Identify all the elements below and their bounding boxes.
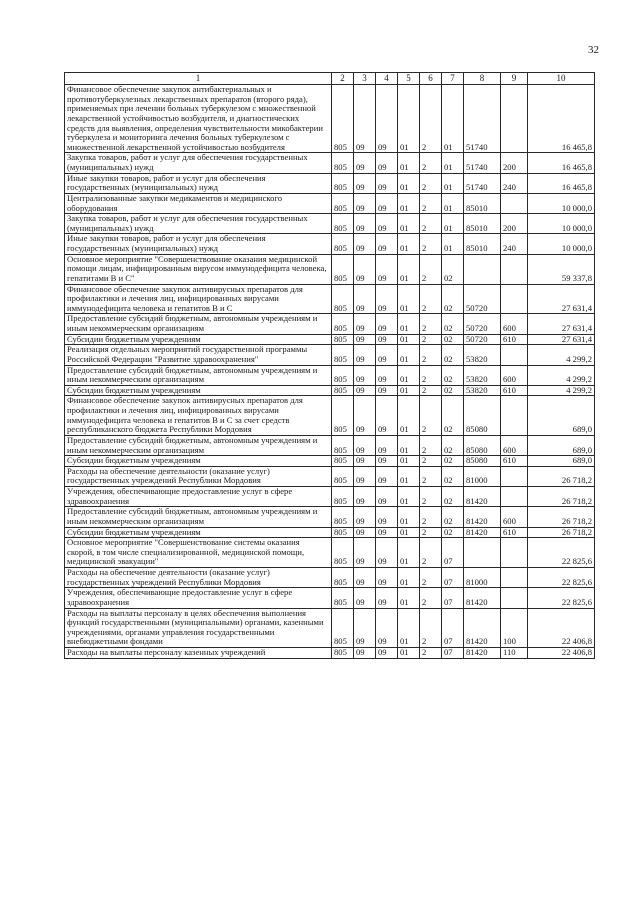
table-row (65, 254, 595, 284)
program-code-cell: 01 (398, 173, 420, 193)
activity-code-cell: 02 (442, 507, 464, 527)
table-row (65, 538, 595, 568)
program-code-cell: 01 (398, 254, 420, 284)
section-code-cell: 09 (354, 435, 376, 455)
table-body (65, 85, 595, 659)
subsection-code-cell: 09 (376, 435, 398, 455)
subprogram-code-cell: 2 (420, 173, 442, 193)
direction-code-cell: 50720 (464, 284, 501, 314)
activity-code-cell: 01 (442, 193, 464, 213)
program-code-cell: 01 (398, 365, 420, 385)
section-code-cell: 09 (354, 608, 376, 648)
program-code-cell: 01 (398, 507, 420, 527)
section-code-cell: 09 (354, 568, 376, 588)
direction-code-cell: 85010 (464, 234, 501, 254)
row-name-cell: Закупка товаров, работ и услуг для обеспечения государственных (муниципальных) нужд (65, 153, 332, 173)
program-code-cell: 01 (398, 284, 420, 314)
subprogram-code-cell: 2 (420, 234, 442, 254)
subprogram-code-cell: 2 (420, 466, 442, 486)
column-header: 5 (398, 73, 420, 85)
ministry-code-cell: 805 (332, 456, 354, 467)
subprogram-code-cell: 2 (420, 396, 442, 436)
program-code-cell: 01 (398, 314, 420, 334)
section-code-cell: 09 (354, 507, 376, 527)
expense-type-cell (501, 193, 528, 213)
expense-type-cell: 610 (501, 527, 528, 538)
subprogram-code-cell: 2 (420, 85, 442, 153)
direction-code-cell: 85010 (464, 193, 501, 213)
table-row (65, 527, 595, 538)
subsection-code-cell: 09 (376, 153, 398, 173)
row-name-cell: Закупка товаров, работ и услуг для обеспечения государственных (муниципальных) нужд (65, 214, 332, 234)
ministry-code-cell: 805 (332, 538, 354, 568)
table-row (65, 487, 595, 507)
program-code-cell: 01 (398, 588, 420, 608)
program-code-cell: 01 (398, 608, 420, 648)
program-code-cell: 01 (398, 435, 420, 455)
subsection-code-cell: 09 (376, 527, 398, 538)
subsection-code-cell: 09 (376, 214, 398, 234)
row-name-cell: Учреждения, обеспечивающие предоставление услуг в сфере здравоохранения (65, 588, 332, 608)
section-code-cell: 09 (354, 153, 376, 173)
direction-code-cell: 53820 (464, 365, 501, 385)
expense-type-cell (501, 284, 528, 314)
row-name-cell: Субсидии бюджетным учреждениям (65, 334, 332, 345)
program-code-cell: 01 (398, 85, 420, 153)
amount-cell: 689,0 (528, 456, 595, 467)
subprogram-code-cell: 2 (420, 507, 442, 527)
subsection-code-cell: 09 (376, 538, 398, 568)
activity-code-cell: 02 (442, 527, 464, 538)
activity-code-cell: 02 (442, 284, 464, 314)
expense-type-cell: 100 (501, 608, 528, 648)
expense-type-cell (501, 538, 528, 568)
table-row (65, 334, 595, 345)
subsection-code-cell: 09 (376, 314, 398, 334)
section-code-cell: 09 (354, 456, 376, 467)
column-header: 4 (376, 73, 398, 85)
amount-cell: 27 631,4 (528, 314, 595, 334)
activity-code-cell: 02 (442, 396, 464, 436)
expense-type-cell (501, 568, 528, 588)
row-name-cell: Учреждения, обеспечивающие предоставление услуг в сфере здравоохранения (65, 487, 332, 507)
table-row (65, 588, 595, 608)
row-name-cell: Финансовое обеспечение закупок антибактериальных и противотуберкулезных лекарственных препаратов (второго ряда), применяемых при лечении больных туберкулезом с множественной лекарственной устойчивостью возбудителя, и диагностических средств для выявления, определения чувствительности микобактерии туберкулеза и мониторинга лечения больных туберкулезом с множественной лекарственной устойчивостью возбудителя (65, 85, 332, 153)
table-row (65, 173, 595, 193)
column-header: 1 (65, 73, 332, 85)
subprogram-code-cell: 2 (420, 435, 442, 455)
section-code-cell: 09 (354, 588, 376, 608)
direction-code-cell: 81420 (464, 608, 501, 648)
table-row (65, 345, 595, 365)
subsection-code-cell: 09 (376, 284, 398, 314)
direction-code-cell: 50720 (464, 314, 501, 334)
subsection-code-cell: 09 (376, 507, 398, 527)
ministry-code-cell: 805 (332, 507, 354, 527)
subprogram-code-cell: 2 (420, 588, 442, 608)
direction-code-cell (464, 254, 501, 284)
ministry-code-cell: 805 (332, 193, 354, 213)
activity-code-cell: 01 (442, 85, 464, 153)
row-name-cell: Расходы на обеспечение деятельности (оказание услуг) государственных учреждений Республики Мордовия (65, 568, 332, 588)
expense-type-cell (501, 254, 528, 284)
activity-code-cell: 02 (442, 254, 464, 284)
section-code-cell: 09 (354, 527, 376, 538)
amount-cell: 689,0 (528, 396, 595, 436)
program-code-cell: 01 (398, 385, 420, 396)
row-name-cell: Расходы на выплаты персоналу казенных учреждений (65, 648, 332, 659)
section-code-cell: 09 (354, 254, 376, 284)
ministry-code-cell: 805 (332, 435, 354, 455)
activity-code-cell: 01 (442, 234, 464, 254)
program-code-cell: 01 (398, 234, 420, 254)
subsection-code-cell: 09 (376, 234, 398, 254)
ministry-code-cell: 805 (332, 284, 354, 314)
column-header: 7 (442, 73, 464, 85)
row-name-cell: Централизованные закупки медикаментов и медицинского оборудования (65, 193, 332, 213)
direction-code-cell: 51740 (464, 153, 501, 173)
subsection-code-cell: 09 (376, 193, 398, 213)
column-header: 10 (528, 73, 595, 85)
amount-cell: 10 000,0 (528, 193, 595, 213)
table-row (65, 568, 595, 588)
direction-code-cell: 81420 (464, 588, 501, 608)
direction-code-cell: 81420 (464, 648, 501, 659)
subprogram-code-cell: 2 (420, 334, 442, 345)
expense-type-cell (501, 345, 528, 365)
subprogram-code-cell: 2 (420, 314, 442, 334)
subsection-code-cell: 09 (376, 456, 398, 467)
activity-code-cell: 01 (442, 173, 464, 193)
column-header: 8 (464, 73, 501, 85)
section-code-cell: 09 (354, 173, 376, 193)
subprogram-code-cell: 2 (420, 254, 442, 284)
ministry-code-cell: 805 (332, 466, 354, 486)
subsection-code-cell: 09 (376, 173, 398, 193)
activity-code-cell: 02 (442, 345, 464, 365)
table-row (65, 214, 595, 234)
expense-type-cell: 610 (501, 456, 528, 467)
ministry-code-cell: 805 (332, 173, 354, 193)
activity-code-cell: 07 (442, 608, 464, 648)
amount-cell: 22 825,6 (528, 588, 595, 608)
amount-cell: 27 631,4 (528, 284, 595, 314)
direction-code-cell: 50720 (464, 334, 501, 345)
row-name-cell: Субсидии бюджетным учреждениям (65, 385, 332, 396)
ministry-code-cell: 805 (332, 85, 354, 153)
ministry-code-cell: 805 (332, 588, 354, 608)
row-name-cell: Реализация отдельных мероприятий государственной программы Российской Федерации "Развитие здравоохранения" (65, 345, 332, 365)
amount-cell: 26 718,2 (528, 466, 595, 486)
amount-cell: 16 465,8 (528, 173, 595, 193)
expense-type-cell: 240 (501, 234, 528, 254)
subprogram-code-cell: 2 (420, 456, 442, 467)
section-code-cell: 09 (354, 365, 376, 385)
expense-type-cell (501, 588, 528, 608)
row-name-cell: Субсидии бюджетным учреждениям (65, 456, 332, 467)
subprogram-code-cell: 2 (420, 527, 442, 538)
program-code-cell: 01 (398, 527, 420, 538)
direction-code-cell: 81000 (464, 568, 501, 588)
row-name-cell: Расходы на обеспечение деятельности (оказание услуг) государственных учреждений Республики Мордовия (65, 466, 332, 486)
subsection-code-cell: 09 (376, 608, 398, 648)
subprogram-code-cell: 2 (420, 365, 442, 385)
direction-code-cell: 51740 (464, 173, 501, 193)
direction-code-cell: 81000 (464, 466, 501, 486)
ministry-code-cell: 805 (332, 487, 354, 507)
ministry-code-cell: 805 (332, 345, 354, 365)
activity-code-cell: 07 (442, 588, 464, 608)
subprogram-code-cell: 2 (420, 538, 442, 568)
header-row (65, 73, 595, 85)
program-code-cell: 01 (398, 153, 420, 173)
table-row (65, 507, 595, 527)
activity-code-cell: 02 (442, 334, 464, 345)
column-header: 6 (420, 73, 442, 85)
expense-type-cell (501, 466, 528, 486)
program-code-cell: 01 (398, 214, 420, 234)
activity-code-cell: 07 (442, 648, 464, 659)
expense-type-cell: 600 (501, 435, 528, 455)
subsection-code-cell: 09 (376, 487, 398, 507)
page-number: 32 (588, 44, 599, 56)
section-code-cell: 09 (354, 385, 376, 396)
direction-code-cell: 85010 (464, 214, 501, 234)
expense-type-cell: 610 (501, 334, 528, 345)
row-name-cell: Предоставление субсидий бюджетным, автономным учреждениям и иным некоммерческим организациям (65, 507, 332, 527)
direction-code-cell: 85080 (464, 456, 501, 467)
section-code-cell: 09 (354, 314, 376, 334)
direction-code-cell (464, 538, 501, 568)
amount-cell: 4 299,2 (528, 365, 595, 385)
subsection-code-cell: 09 (376, 568, 398, 588)
section-code-cell: 09 (354, 234, 376, 254)
table-row (65, 435, 595, 455)
activity-code-cell: 02 (442, 365, 464, 385)
activity-code-cell: 07 (442, 568, 464, 588)
subsection-code-cell: 09 (376, 466, 398, 486)
section-code-cell: 09 (354, 648, 376, 659)
subprogram-code-cell: 2 (420, 568, 442, 588)
section-code-cell: 09 (354, 284, 376, 314)
section-code-cell: 09 (354, 345, 376, 365)
program-code-cell: 01 (398, 487, 420, 507)
ministry-code-cell: 805 (332, 396, 354, 436)
amount-cell: 26 718,2 (528, 507, 595, 527)
subsection-code-cell: 09 (376, 365, 398, 385)
expense-type-cell (501, 85, 528, 153)
ministry-code-cell: 805 (332, 234, 354, 254)
direction-code-cell: 85080 (464, 435, 501, 455)
ministry-code-cell: 805 (332, 314, 354, 334)
table-row (65, 396, 595, 436)
amount-cell: 4 299,2 (528, 385, 595, 396)
program-code-cell: 01 (398, 648, 420, 659)
section-code-cell: 09 (354, 396, 376, 436)
expense-type-cell (501, 396, 528, 436)
activity-code-cell: 02 (442, 456, 464, 467)
program-code-cell: 01 (398, 456, 420, 467)
row-name-cell: Расходы на выплаты персоналу в целях обеспечения выполнения функций государственными (муниципальными) органами, казенными учреждениями, органами управления государственными внебюджетными фондами (65, 608, 332, 648)
amount-cell: 10 000,0 (528, 214, 595, 234)
activity-code-cell: 02 (442, 435, 464, 455)
expense-type-cell: 600 (501, 365, 528, 385)
table-row (65, 648, 595, 659)
table-row (65, 284, 595, 314)
table-row (65, 456, 595, 467)
program-code-cell: 01 (398, 193, 420, 213)
subsection-code-cell: 09 (376, 588, 398, 608)
direction-code-cell: 51740 (464, 85, 501, 153)
subsection-code-cell: 09 (376, 385, 398, 396)
table-row (65, 153, 595, 173)
amount-cell: 59 337,8 (528, 254, 595, 284)
amount-cell: 689,0 (528, 435, 595, 455)
row-name-cell: Основное мероприятие "Совершенствование оказания медицинской помощи лицам, инфицированным вирусом иммунодефицита человека, гепатитами В и С" (65, 254, 332, 284)
activity-code-cell: 07 (442, 538, 464, 568)
row-name-cell: Предоставление субсидий бюджетным, автономным учреждениям и иным некоммерческим организациям (65, 365, 332, 385)
subsection-code-cell: 09 (376, 85, 398, 153)
direction-code-cell: 85080 (464, 396, 501, 436)
section-code-cell: 09 (354, 85, 376, 153)
direction-code-cell: 53820 (464, 385, 501, 396)
subprogram-code-cell: 2 (420, 284, 442, 314)
subprogram-code-cell: 2 (420, 608, 442, 648)
table-row (65, 466, 595, 486)
row-name-cell: Финансовое обеспечение закупок антивирусных препаратов для профилактики и лечения лиц, инфицированных вирусами иммунодефицита человека и гепатитов В и С (65, 284, 332, 314)
row-name-cell: Субсидии бюджетным учреждениям (65, 527, 332, 538)
row-name-cell: Предоставление субсидий бюджетным, автономным учреждениям и иным некоммерческим организациям (65, 435, 332, 455)
subsection-code-cell: 09 (376, 254, 398, 284)
subprogram-code-cell: 2 (420, 214, 442, 234)
section-code-cell: 09 (354, 334, 376, 345)
expense-type-cell: 200 (501, 214, 528, 234)
table-row (65, 234, 595, 254)
amount-cell: 22 825,6 (528, 568, 595, 588)
program-code-cell: 01 (398, 396, 420, 436)
subprogram-code-cell: 2 (420, 487, 442, 507)
table-row (65, 365, 595, 385)
ministry-code-cell: 805 (332, 334, 354, 345)
ministry-code-cell: 805 (332, 153, 354, 173)
activity-code-cell: 02 (442, 466, 464, 486)
ministry-code-cell: 805 (332, 214, 354, 234)
table-row (65, 385, 595, 396)
activity-code-cell: 02 (442, 385, 464, 396)
column-header: 9 (501, 73, 528, 85)
amount-cell: 16 465,8 (528, 85, 595, 153)
section-code-cell: 09 (354, 538, 376, 568)
row-name-cell: Иные закупки товаров, работ и услуг для обеспечения государственных (муниципальных) нужд (65, 173, 332, 193)
activity-code-cell: 02 (442, 314, 464, 334)
table-row (65, 608, 595, 648)
program-code-cell: 01 (398, 568, 420, 588)
column-header: 3 (354, 73, 376, 85)
subprogram-code-cell: 2 (420, 385, 442, 396)
subsection-code-cell: 09 (376, 334, 398, 345)
subsection-code-cell: 09 (376, 345, 398, 365)
expense-type-cell: 600 (501, 314, 528, 334)
direction-code-cell: 81420 (464, 487, 501, 507)
ministry-code-cell: 805 (332, 648, 354, 659)
activity-code-cell: 01 (442, 153, 464, 173)
program-code-cell: 01 (398, 345, 420, 365)
amount-cell: 26 718,2 (528, 487, 595, 507)
amount-cell: 22 406,8 (528, 608, 595, 648)
expense-type-cell: 600 (501, 507, 528, 527)
program-code-cell: 01 (398, 334, 420, 345)
row-name-cell: Предоставление субсидий бюджетным, автономным учреждениям и иным некоммерческим организациям (65, 314, 332, 334)
section-code-cell: 09 (354, 487, 376, 507)
ministry-code-cell: 805 (332, 608, 354, 648)
program-code-cell: 01 (398, 538, 420, 568)
ministry-code-cell: 805 (332, 365, 354, 385)
column-header: 2 (332, 73, 354, 85)
expense-type-cell (501, 487, 528, 507)
ministry-code-cell: 805 (332, 385, 354, 396)
amount-cell: 27 631,4 (528, 334, 595, 345)
table-row (65, 85, 595, 153)
row-name-cell: Финансовое обеспечение закупок антивирусных препаратов для профилактики и лечения лиц, инфицированных вирусами иммунодефицита человека и гепатитов В и С за счет средств республиканского бюджета Республики Мордовия (65, 396, 332, 436)
amount-cell: 16 465,8 (528, 153, 595, 173)
activity-code-cell: 01 (442, 214, 464, 234)
subprogram-code-cell: 2 (420, 193, 442, 213)
expense-type-cell: 200 (501, 153, 528, 173)
activity-code-cell: 02 (442, 487, 464, 507)
direction-code-cell: 81420 (464, 527, 501, 538)
program-code-cell: 01 (398, 466, 420, 486)
ministry-code-cell: 805 (332, 568, 354, 588)
amount-cell: 22 406,8 (528, 648, 595, 659)
amount-cell: 10 000,0 (528, 234, 595, 254)
subprogram-code-cell: 2 (420, 153, 442, 173)
table-row (65, 314, 595, 334)
expense-type-cell: 110 (501, 648, 528, 659)
amount-cell: 22 825,6 (528, 538, 595, 568)
table-row (65, 193, 595, 213)
ministry-code-cell: 805 (332, 527, 354, 538)
expense-type-cell: 240 (501, 173, 528, 193)
expense-type-cell: 610 (501, 385, 528, 396)
direction-code-cell: 53820 (464, 345, 501, 365)
section-code-cell: 09 (354, 214, 376, 234)
subprogram-code-cell: 2 (420, 345, 442, 365)
budget-table (64, 72, 595, 659)
row-name-cell: Основное мероприятие "Совершенствование системы оказания скорой, в том числе специализированной, медицинской помощи, медицинской эвакуации" (65, 538, 332, 568)
row-name-cell: Иные закупки товаров, работ и услуг для обеспечения государственных (муниципальных) нужд (65, 234, 332, 254)
amount-cell: 26 718,2 (528, 527, 595, 538)
subsection-code-cell: 09 (376, 396, 398, 436)
direction-code-cell: 81420 (464, 507, 501, 527)
ministry-code-cell: 805 (332, 254, 354, 284)
amount-cell: 4 299,2 (528, 345, 595, 365)
subsection-code-cell: 09 (376, 648, 398, 659)
subprogram-code-cell: 2 (420, 648, 442, 659)
section-code-cell: 09 (354, 193, 376, 213)
section-code-cell: 09 (354, 466, 376, 486)
